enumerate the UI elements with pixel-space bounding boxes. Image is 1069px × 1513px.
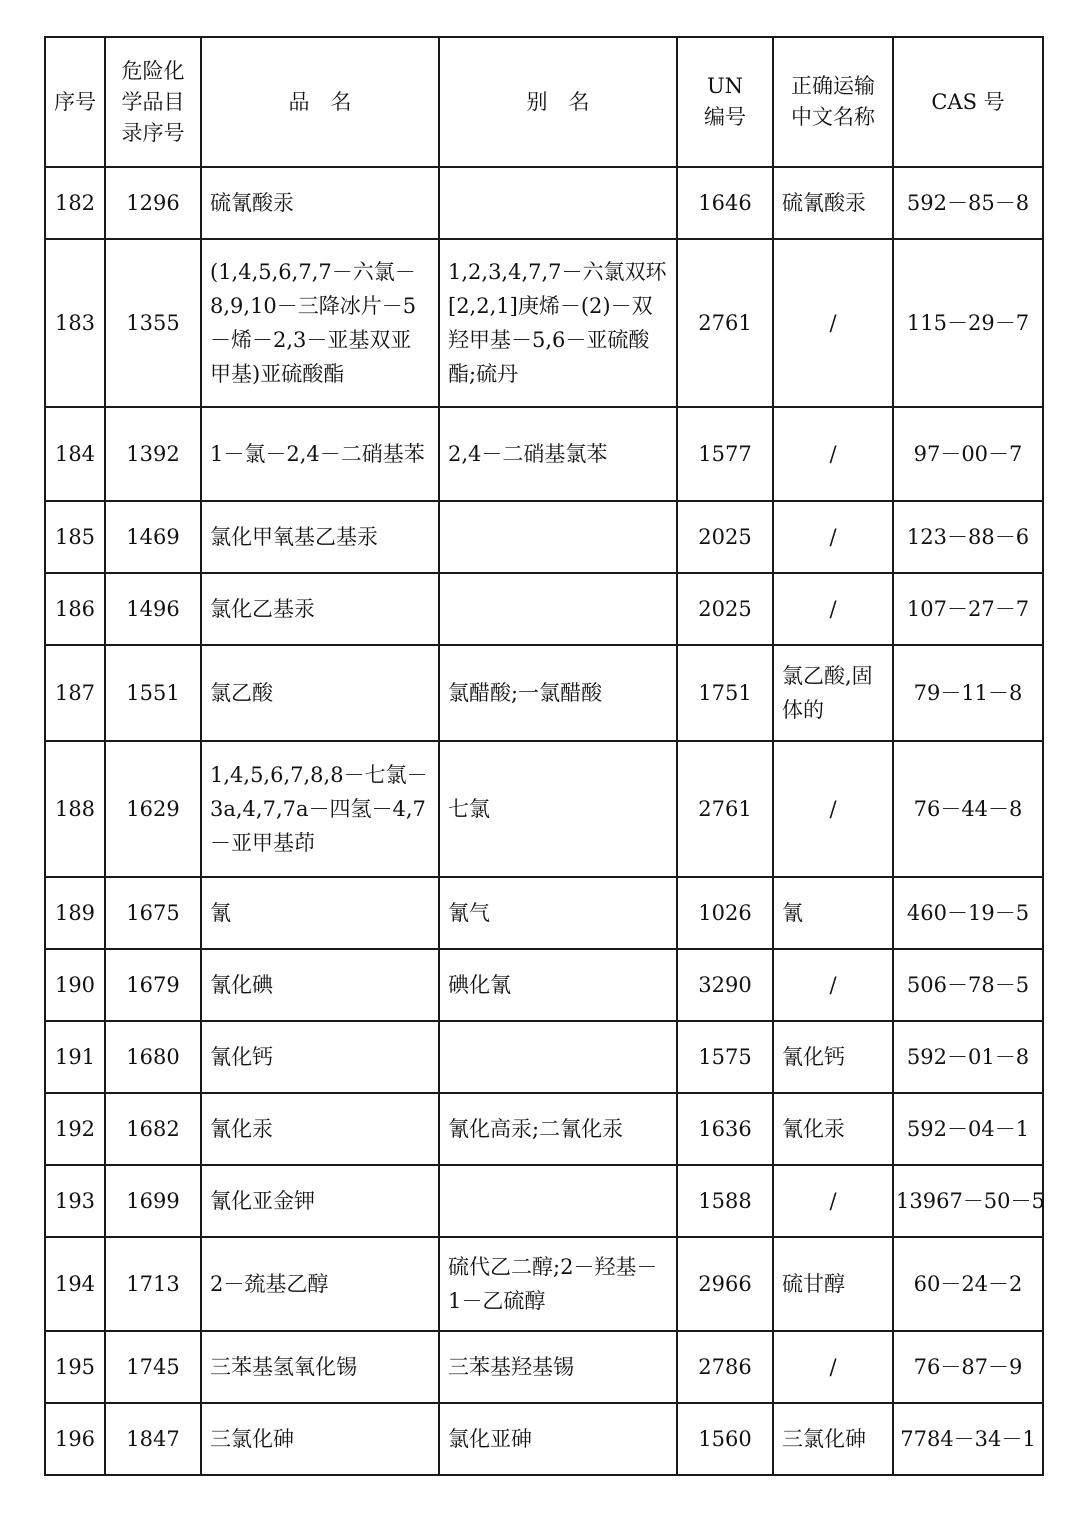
cell-alias [439, 167, 677, 239]
cell-shipping-name: / [773, 1331, 893, 1403]
cell-product-name: 硫氰酸汞 [201, 167, 439, 239]
cell-un-number: 1751 [677, 645, 773, 741]
cell-product-name: 2－巯基乙醇 [201, 1237, 439, 1331]
cell-cas-number: 76－44－8 [893, 741, 1043, 877]
cell-seq: 191 [45, 1021, 105, 1093]
cell-product-name: 氯化乙基汞 [201, 573, 439, 645]
cell-un-number: 2025 [677, 501, 773, 573]
cell-product-name: (1,4,5,6,7,7－六氯－8,9,10－三降冰片－5－烯－2,3－亚基双亚甲基)亚硫酸酯 [201, 239, 439, 407]
cell-product-name: 氰化碘 [201, 949, 439, 1021]
cell-seq: 182 [45, 167, 105, 239]
cell-catalog-number: 1679 [105, 949, 201, 1021]
cell-seq: 190 [45, 949, 105, 1021]
cell-seq: 196 [45, 1403, 105, 1475]
cell-product-name: 三苯基氢氧化锡 [201, 1331, 439, 1403]
cell-cas-number: 460－19－5 [893, 877, 1043, 949]
cell-shipping-name: 氰化汞 [773, 1093, 893, 1165]
hazardous-chemicals-table [44, 36, 1044, 1476]
cell-alias [439, 1165, 677, 1237]
cell-un-number: 2966 [677, 1237, 773, 1331]
cell-catalog-number: 1699 [105, 1165, 201, 1237]
cell-shipping-name: / [773, 1165, 893, 1237]
cell-catalog-number: 1496 [105, 573, 201, 645]
table-row [45, 645, 1043, 741]
header-catalog-number: 危险化 学品目 录序号 [105, 37, 201, 167]
cell-seq: 192 [45, 1093, 105, 1165]
cell-product-name: 1－氯－2,4－二硝基苯 [201, 407, 439, 501]
cell-cas-number: 60－24－2 [893, 1237, 1043, 1331]
cell-catalog-number: 1296 [105, 167, 201, 239]
cell-un-number: 1575 [677, 1021, 773, 1093]
header-un-number: UN 编号 [677, 37, 773, 167]
cell-alias: 氰化高汞;二氰化汞 [439, 1093, 677, 1165]
cell-cas-number: 76－87－9 [893, 1331, 1043, 1403]
cell-cas-number: 123－88－6 [893, 501, 1043, 573]
cell-product-name: 氯乙酸 [201, 645, 439, 741]
cell-catalog-number: 1469 [105, 501, 201, 573]
cell-alias: 氯化亚砷 [439, 1403, 677, 1475]
header-product-name: 品 名 [201, 37, 439, 167]
table-row [45, 407, 1043, 501]
cell-catalog-number: 1745 [105, 1331, 201, 1403]
cell-alias [439, 501, 677, 573]
header-alias: 别 名 [439, 37, 677, 167]
cell-shipping-name: 氰化钙 [773, 1021, 893, 1093]
cell-shipping-name: / [773, 573, 893, 645]
cell-un-number: 1560 [677, 1403, 773, 1475]
table-row [45, 1021, 1043, 1093]
cell-seq: 193 [45, 1165, 105, 1237]
cell-cas-number: 592－85－8 [893, 167, 1043, 239]
cell-cas-number: 7784－34－1 [893, 1403, 1043, 1475]
header-shipping-name: 正确运输 中文名称 [773, 37, 893, 167]
cell-cas-number: 592－04－1 [893, 1093, 1043, 1165]
cell-seq: 188 [45, 741, 105, 877]
cell-shipping-name: 氯乙酸,固体的 [773, 645, 893, 741]
header-cas-number: CAS 号 [893, 37, 1043, 167]
cell-shipping-name: / [773, 239, 893, 407]
cell-alias: 三苯基羟基锡 [439, 1331, 677, 1403]
table-row [45, 949, 1043, 1021]
cell-alias: 氰气 [439, 877, 677, 949]
cell-seq: 185 [45, 501, 105, 573]
cell-catalog-number: 1847 [105, 1403, 201, 1475]
cell-shipping-name: 三氯化砷 [773, 1403, 893, 1475]
table-row [45, 1165, 1043, 1237]
cell-cas-number: 115－29－7 [893, 239, 1043, 407]
cell-catalog-number: 1629 [105, 741, 201, 877]
table-row [45, 1403, 1043, 1475]
cell-catalog-number: 1680 [105, 1021, 201, 1093]
cell-catalog-number: 1713 [105, 1237, 201, 1331]
cell-product-name: 氰化钙 [201, 1021, 439, 1093]
cell-catalog-number: 1392 [105, 407, 201, 501]
table-row [45, 501, 1043, 573]
cell-un-number: 1636 [677, 1093, 773, 1165]
cell-alias: 1,2,3,4,7,7－六氯双环[2,2,1]庚烯－(2)－双羟甲基－5,6－亚硫酸酯;硫丹 [439, 239, 677, 407]
cell-alias [439, 1021, 677, 1093]
cell-seq: 187 [45, 645, 105, 741]
table-row [45, 1093, 1043, 1165]
cell-shipping-name: / [773, 949, 893, 1021]
table-row [45, 239, 1043, 407]
cell-un-number: 2025 [677, 573, 773, 645]
cell-un-number: 2786 [677, 1331, 773, 1403]
cell-shipping-name: 氰 [773, 877, 893, 949]
cell-cas-number: 506－78－5 [893, 949, 1043, 1021]
cell-shipping-name: / [773, 741, 893, 877]
cell-cas-number: 13967－50－5 [893, 1165, 1043, 1237]
cell-seq: 186 [45, 573, 105, 645]
table-body [45, 167, 1043, 1475]
cell-seq: 184 [45, 407, 105, 501]
cell-shipping-name: / [773, 501, 893, 573]
cell-un-number: 1026 [677, 877, 773, 949]
cell-seq: 194 [45, 1237, 105, 1331]
cell-product-name: 三氯化砷 [201, 1403, 439, 1475]
cell-cas-number: 592－01－8 [893, 1021, 1043, 1093]
cell-alias: 碘化氰 [439, 949, 677, 1021]
cell-catalog-number: 1355 [105, 239, 201, 407]
cell-seq: 183 [45, 239, 105, 407]
cell-product-name: 1,4,5,6,7,8,8－七氯－3a,4,7,7a－四氢－4,7－亚甲基茚 [201, 741, 439, 877]
cell-product-name: 氯化甲氧基乙基汞 [201, 501, 439, 573]
cell-shipping-name: / [773, 407, 893, 501]
cell-product-name: 氰 [201, 877, 439, 949]
table-row [45, 167, 1043, 239]
cell-un-number: 1588 [677, 1165, 773, 1237]
cell-cas-number: 97－00－7 [893, 407, 1043, 501]
header-row [45, 37, 1043, 167]
cell-alias: 硫代乙二醇;2－羟基－1－乙硫醇 [439, 1237, 677, 1331]
cell-alias: 氯醋酸;一氯醋酸 [439, 645, 677, 741]
table-row [45, 877, 1043, 949]
cell-un-number: 2761 [677, 239, 773, 407]
cell-product-name: 氰化亚金钾 [201, 1165, 439, 1237]
cell-catalog-number: 1682 [105, 1093, 201, 1165]
table-row [45, 1331, 1043, 1403]
cell-cas-number: 107－27－7 [893, 573, 1043, 645]
cell-catalog-number: 1551 [105, 645, 201, 741]
cell-catalog-number: 1675 [105, 877, 201, 949]
cell-alias: 七氯 [439, 741, 677, 877]
header-seq: 序号 [45, 37, 105, 167]
cell-shipping-name: 硫甘醇 [773, 1237, 893, 1331]
cell-un-number: 1577 [677, 407, 773, 501]
cell-un-number: 3290 [677, 949, 773, 1021]
cell-seq: 189 [45, 877, 105, 949]
table-row [45, 1237, 1043, 1331]
cell-seq: 195 [45, 1331, 105, 1403]
cell-cas-number: 79－11－8 [893, 645, 1043, 741]
cell-product-name: 氰化汞 [201, 1093, 439, 1165]
table-row [45, 741, 1043, 877]
cell-un-number: 2761 [677, 741, 773, 877]
cell-alias [439, 573, 677, 645]
cell-un-number: 1646 [677, 167, 773, 239]
cell-shipping-name: 硫氰酸汞 [773, 167, 893, 239]
cell-alias: 2,4－二硝基氯苯 [439, 407, 677, 501]
table-row [45, 573, 1043, 645]
